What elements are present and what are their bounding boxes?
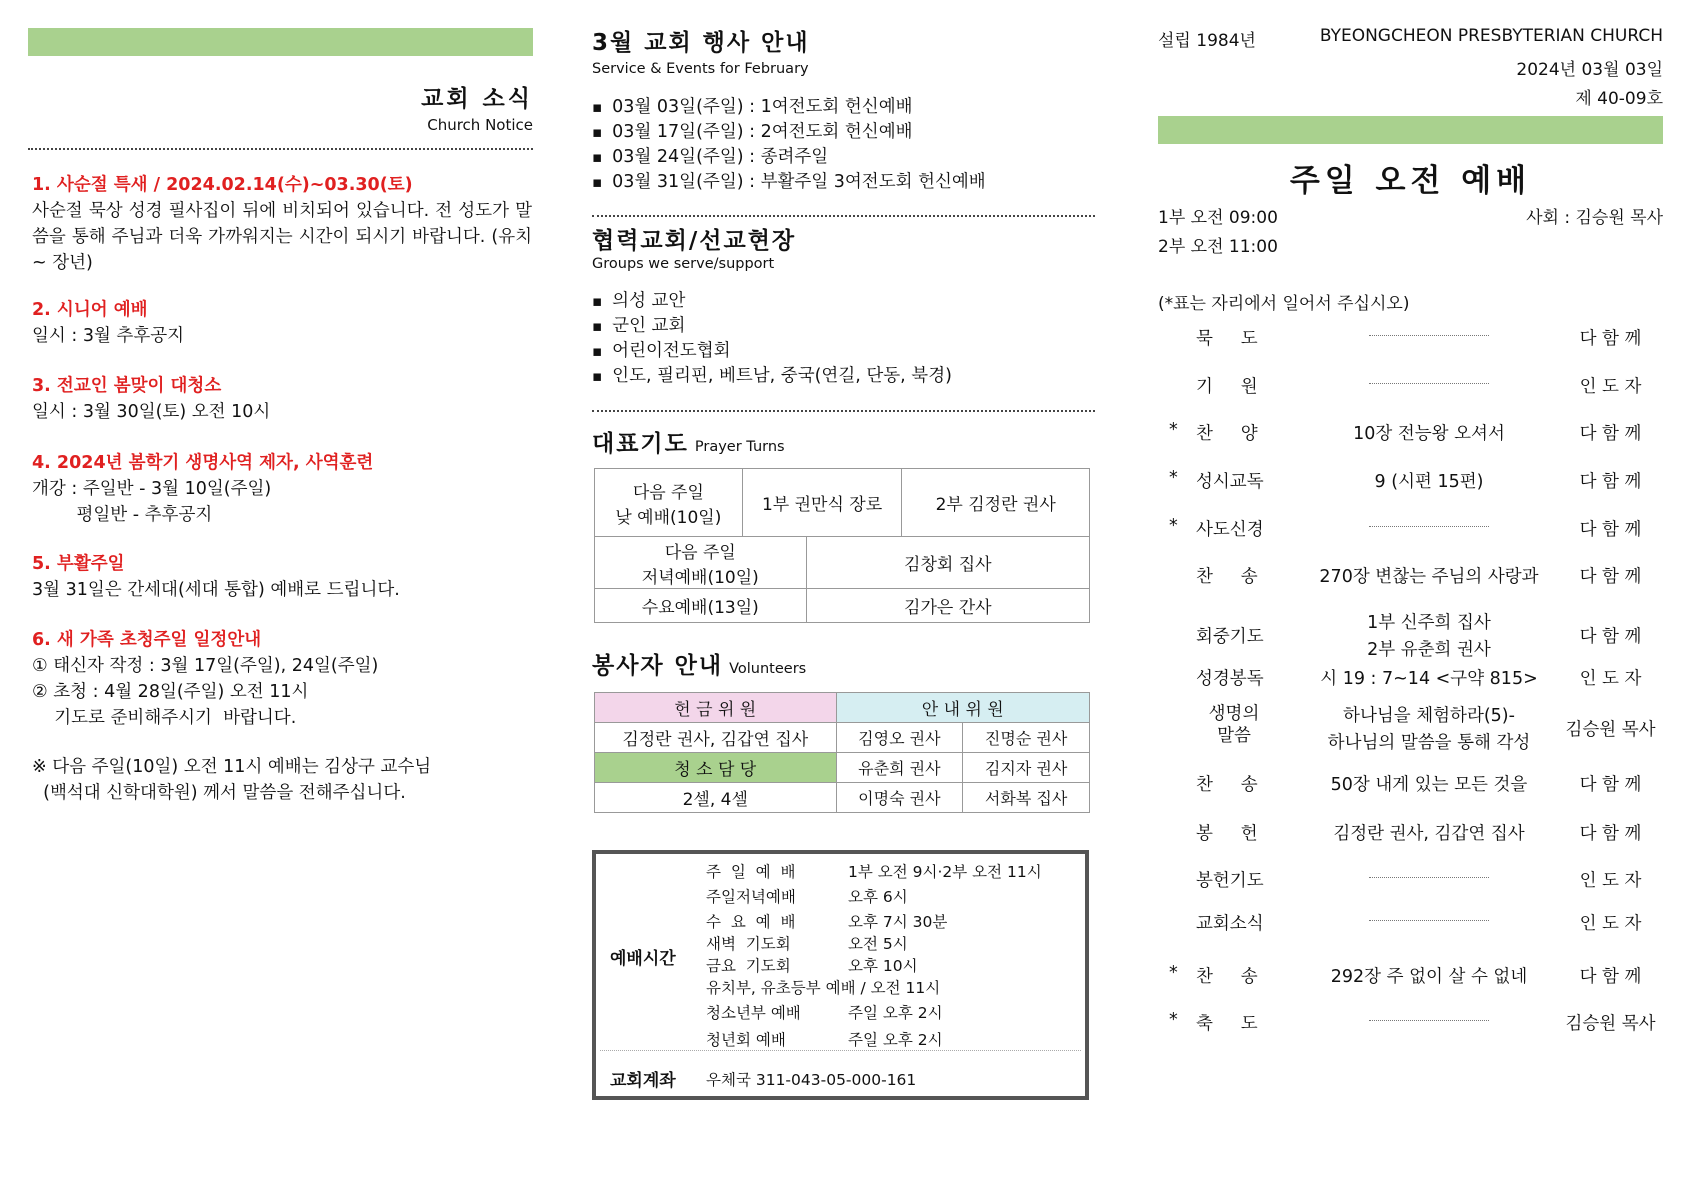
table-header: 안 내 위 원	[836, 693, 1090, 723]
order-item-detail: 하나님을 체험하라(5)- 하나님의 말씀을 통해 각성	[1327, 706, 1531, 753]
stand-note: (*표는 자리에서 일어서 주십시오)	[1158, 294, 1410, 314]
notice-line: (백석대 신학대학원) 께서 말씀을 전해주십니다.	[32, 783, 406, 803]
table-cell: 다음 주일 저녁예배(10일)	[595, 537, 807, 589]
order-item	[1158, 771, 1663, 811]
notice-title-6: 6. 새 가족 초청주일 일정안내	[32, 630, 262, 650]
order-item	[1158, 325, 1663, 365]
order-item-name: 교회소식	[1196, 914, 1264, 934]
account-number: 우체국 311-043-05-000-161	[706, 1071, 917, 1089]
notice-title-2: 2. 시니어 예배	[32, 300, 148, 320]
prayer-title: 대표기도	[592, 431, 689, 457]
order-item-leader: 다 함 께	[1579, 472, 1642, 492]
divider	[592, 215, 1095, 217]
order-item	[1158, 516, 1663, 556]
order-item-detail: 270장 변찮는 주님의 사랑과	[1319, 567, 1539, 587]
table-row	[595, 693, 1090, 723]
table-cell: 2부 김정란 권사	[902, 469, 1090, 537]
order-item-leader: 김승원 목사	[1565, 1014, 1656, 1034]
header-bar	[28, 28, 533, 56]
notice-title-1: 1. 사순절 특새 / 2024.02.14(수)~03.30(토)	[32, 175, 413, 195]
founded-year: 설립 1984년	[1158, 31, 1256, 51]
table-cell: 2셀, 4셀	[595, 783, 837, 813]
order-item-name: 성경봉독	[1196, 669, 1264, 689]
issue-number: 제 40-09호	[1575, 89, 1663, 109]
schedule-row: 청년회 예배 주일 오후 2시	[706, 1031, 943, 1049]
partners-title: 협력교회/선교현장	[592, 228, 797, 254]
dotted-leader	[1369, 383, 1489, 384]
divider	[592, 410, 1095, 412]
list-item: ▪ 03월 24일(주일) : 종려주일	[592, 145, 986, 170]
events-title: 3월 교회 행사 안내	[592, 30, 810, 56]
divider	[600, 1050, 1081, 1051]
notice-line: 개강 : 주일반 - 3월 10일(주일)	[32, 479, 272, 499]
presider: 사회 : 김승원 목사	[1526, 208, 1663, 228]
table-cell: 김지자 권사	[963, 753, 1090, 783]
order-item-leader: 다 함 께	[1579, 424, 1642, 444]
table-row	[595, 537, 1090, 589]
volunteer-heading	[592, 647, 806, 680]
order-item	[1158, 867, 1663, 907]
stand-marker: *	[1169, 468, 1178, 488]
order-item-name: 찬 송	[1196, 567, 1258, 587]
table-cell: 진명순 권사	[963, 723, 1090, 753]
table-cell: 이명숙 권사	[836, 783, 963, 813]
order-item-detail	[1298, 910, 1560, 921]
list-item: ▪ 의성 교안	[592, 289, 952, 314]
table-cell: 수요예배(13일)	[595, 589, 807, 623]
list-item: ▪ 03월 31일(주일) : 부활주일 3여전도회 헌신예배	[592, 170, 986, 195]
worship-schedule-box	[592, 850, 1089, 1100]
order-item	[1158, 820, 1663, 860]
notice-title-3: 3. 전교인 봄맞이 대청소	[32, 376, 222, 396]
order-item-leader: 인 도 자	[1579, 669, 1642, 689]
order-item	[1158, 1010, 1663, 1050]
order-item-detail: 1부 신주희 집사 2부 유춘희 권사	[1367, 613, 1491, 660]
header-bar	[1158, 116, 1663, 144]
stand-marker: *	[1169, 1010, 1178, 1030]
service-time-1: 1부 오전 09:00	[1158, 208, 1278, 228]
schedule-label: 예배시간	[610, 949, 676, 969]
order-item-detail: 292장 주 없이 살 수 없네	[1330, 967, 1528, 987]
order-item-name: 성시교독	[1196, 472, 1264, 492]
prayer-table	[594, 468, 1090, 623]
church-name: BYEONGCHEON PRESBYTERIAN CHURCH	[1319, 26, 1663, 46]
schedule-row: 금요 기도회 오후 10시	[706, 957, 918, 975]
notice-line: 3월 31일은 간세대(세대 통합) 예배로 드립니다.	[32, 580, 400, 600]
order-item-leader: 김승원 목사	[1565, 720, 1656, 740]
notice-item-5	[32, 551, 532, 603]
order-item	[1158, 610, 1663, 660]
order-item	[1158, 910, 1663, 950]
order-item	[1158, 703, 1663, 753]
order-item-name: 생명의 말씀	[1208, 704, 1260, 746]
notice-item-3	[32, 373, 532, 425]
list-item: ▪ 03월 17일(주일) : 2여전도회 헌신예배	[592, 120, 986, 145]
order-item-leader: 다 함 께	[1579, 627, 1642, 647]
order-item-leader: 다 함 께	[1579, 824, 1642, 844]
prayer-heading	[592, 425, 785, 458]
order-item-leader: 다 함 께	[1579, 567, 1642, 587]
bulletin-date: 2024년 03월 03일	[1516, 60, 1663, 80]
order-item	[1158, 420, 1663, 460]
notice-subtitle: Church Notice	[427, 116, 533, 134]
table-cell: 유춘희 권사	[836, 753, 963, 783]
service-title: 주일 오전 예배	[1289, 163, 1532, 199]
table-row	[595, 469, 1090, 537]
order-item-detail: 50장 내게 있는 모든 것을	[1330, 775, 1528, 795]
order-item	[1158, 373, 1663, 413]
table-header: 청 소 담 당	[595, 753, 837, 783]
events-list	[592, 95, 986, 195]
dotted-leader	[1369, 920, 1489, 921]
dotted-leader	[1369, 1020, 1489, 1021]
events-subtitle: Service & Events for February	[592, 61, 809, 77]
volunteer-subtitle: Volunteers	[729, 661, 807, 677]
order-item-leader: 인 도 자	[1579, 871, 1642, 891]
order-item	[1158, 665, 1663, 705]
table-cell: 1부 권만식 장로	[742, 469, 902, 537]
table-cell: 김영오 권사	[836, 723, 963, 753]
schedule-row: 유치부, 유초등부 예배 / 오전 11시	[706, 979, 941, 997]
schedule-row: 주일저녁예배 오후 6시	[706, 888, 908, 906]
notice-title: 교회 소식	[421, 86, 533, 112]
table-header: 헌 금 위 원	[595, 693, 837, 723]
list-item: ▪ 인도, 필리핀, 베트남, 중국(연길, 단동, 북경)	[592, 364, 952, 389]
notice-line: 기도로 준비해주시기 바랍니다.	[32, 708, 297, 728]
table-row	[595, 589, 1090, 623]
account-label: 교회계좌	[610, 1071, 676, 1091]
order-item	[1158, 563, 1663, 603]
list-item: ▪ 어린이전도협회	[592, 339, 952, 364]
order-item-leader: 인 도 자	[1579, 914, 1642, 934]
order-item-name: 사도신경	[1196, 520, 1264, 540]
notice-line: 평일반 - 추후공지	[32, 505, 213, 525]
order-item	[1158, 963, 1663, 1003]
order-item-leader: 인 도 자	[1579, 377, 1642, 397]
notice-item-7	[32, 754, 532, 806]
table-cell: 김정란 권사, 김갑연 집사	[595, 723, 837, 753]
notice-item-1	[32, 172, 532, 276]
stand-marker: *	[1169, 420, 1178, 440]
list-item: ▪ 03월 03일(주일) : 1여전도회 헌신예배	[592, 95, 986, 120]
notice-line: ① 태신자 작정 : 3월 17일(주일), 24일(주일)	[32, 656, 379, 676]
order-item-detail: 김정란 권사, 김갑연 집사	[1333, 824, 1525, 844]
stand-marker: *	[1169, 516, 1178, 536]
service-time-2: 2부 오전 11:00	[1158, 237, 1278, 257]
list-item: ▪ 군인 교회	[592, 314, 952, 339]
notice-item-2	[32, 297, 532, 349]
order-item-detail	[1298, 325, 1560, 336]
order-item-name: 축 도	[1196, 1014, 1258, 1034]
notice-title-4: 4. 2024년 봄학기 생명사역 제자, 사역훈련	[32, 453, 374, 473]
stand-marker: *	[1169, 963, 1178, 983]
order-item-detail	[1298, 867, 1560, 878]
dotted-leader	[1369, 526, 1489, 527]
order-item-detail	[1298, 516, 1560, 527]
notice-item-6	[32, 627, 532, 731]
order-item-detail: 시 19 : 7~14 <구약 815>	[1320, 669, 1538, 689]
order-item-name: 봉헌기도	[1196, 871, 1264, 891]
order-item-leader: 다 함 께	[1579, 329, 1642, 349]
volunteer-title: 봉사자 안내	[592, 653, 724, 679]
order-item-name: 회중기도	[1196, 627, 1264, 647]
schedule-row: 청소년부 예배 주일 오후 2시	[706, 1004, 943, 1022]
notice-title-5: 5. 부활주일	[32, 554, 125, 574]
schedule-row: 수 요 예 배 오후 7시 30분	[706, 913, 948, 931]
notice-line: ※ 다음 주일(10일) 오전 11시 예배는 김상구 교수님	[32, 757, 432, 777]
notice-line: 일시 : 3월 30일(토) 오전 10시	[32, 402, 271, 422]
table-cell: 다음 주일 낮 예배(10일)	[595, 469, 743, 537]
order-item-leader: 다 함 께	[1579, 520, 1642, 540]
order-item-detail	[1298, 373, 1560, 384]
schedule-row: 주 일 예 배 1부 오전 9시·2부 오전 11시	[706, 863, 1042, 881]
order-item-detail: 9 (시편 15편)	[1374, 472, 1484, 492]
partners-list	[592, 289, 952, 389]
schedule-row: 새벽 기도회 오전 5시	[706, 935, 908, 953]
order-item	[1158, 468, 1663, 508]
notice-item-4	[32, 450, 532, 528]
order-item-leader: 다 함 께	[1579, 775, 1642, 795]
divider	[28, 148, 533, 150]
partners-subtitle: Groups we serve/support	[592, 256, 775, 272]
volunteer-table	[594, 692, 1090, 813]
notice-line: 일시 : 3월 추후공지	[32, 326, 185, 346]
table-cell: 김창회 집사	[806, 537, 1089, 589]
order-item-name: 기 원	[1196, 377, 1258, 397]
table-cell: 서화복 집사	[963, 783, 1090, 813]
order-item-name: 봉 헌	[1196, 824, 1258, 844]
order-item-name: 찬 송	[1196, 775, 1258, 795]
table-row	[595, 783, 1090, 813]
table-row	[595, 753, 1090, 783]
table-row	[595, 723, 1090, 753]
order-item-name: 묵 도	[1196, 329, 1258, 349]
order-item-leader: 다 함 께	[1579, 967, 1642, 987]
notice-body-1: 사순절 묵상 성경 필사집이 뒤에 비치되어 있습니다. 전 성도가 말씀을 통해 주님과 더욱 가까워지는 시간이 되시기 바랍니다. (유치 ~ 장년)	[32, 201, 532, 273]
order-item-detail: 10장 전능왕 오셔서	[1353, 424, 1505, 444]
order-item-detail	[1298, 1010, 1560, 1021]
dotted-leader	[1369, 335, 1489, 336]
order-item-name: 찬 양	[1196, 424, 1258, 444]
dotted-leader	[1369, 877, 1489, 878]
table-cell: 김가은 간사	[806, 589, 1089, 623]
order-item-name: 찬 송	[1196, 967, 1258, 987]
notice-line: ② 초청 : 4월 28일(주일) 오전 11시	[32, 682, 309, 702]
prayer-subtitle: Prayer Turns	[694, 439, 785, 455]
